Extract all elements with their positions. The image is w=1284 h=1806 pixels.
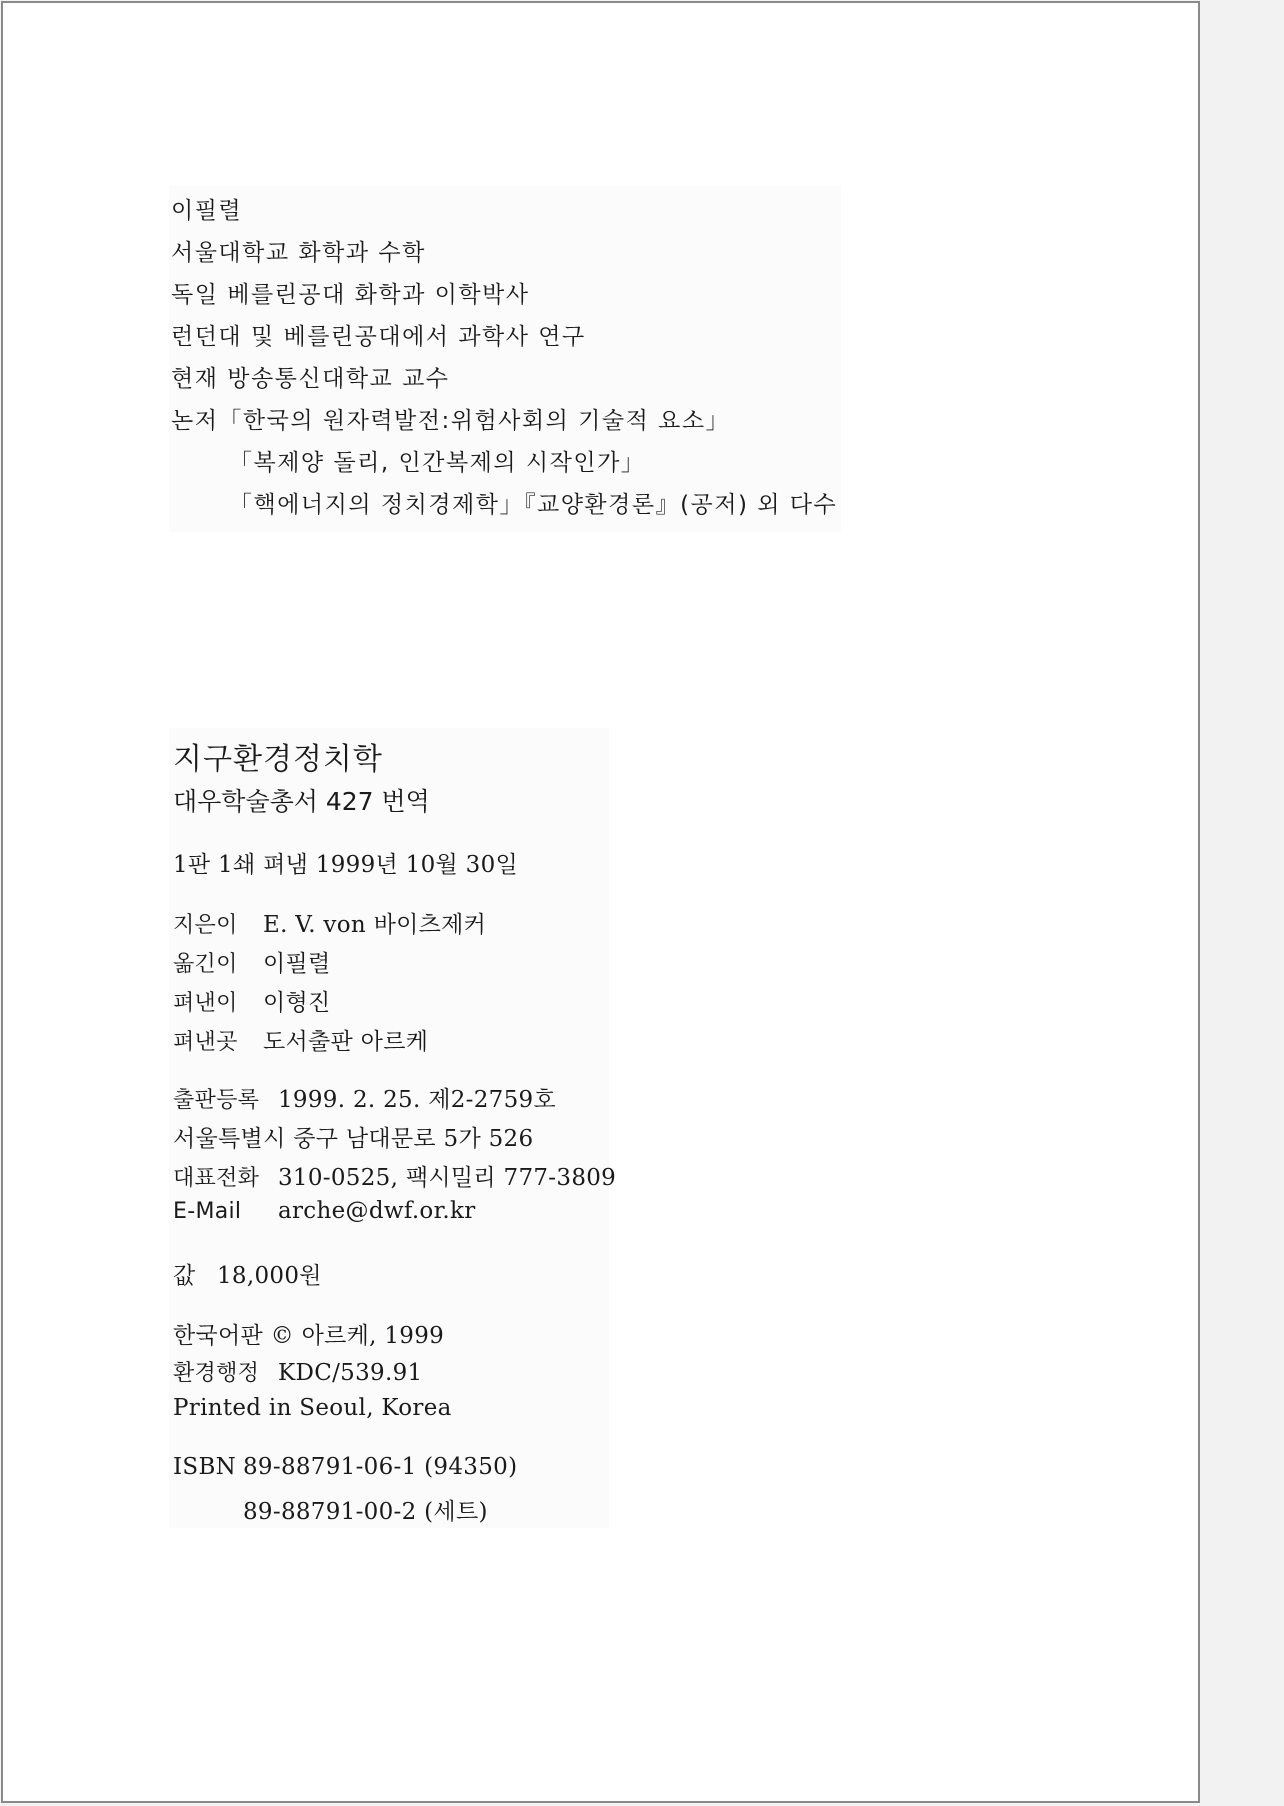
phone-line [173, 1159, 616, 1192]
bio-line: 런던대 및 베를린공대에서 과학사 연구 [171, 324, 586, 350]
email-value: arche@dwf.or.kr [278, 1198, 476, 1224]
isbn-line [173, 1493, 488, 1526]
isbn-label: ISBN [173, 1454, 237, 1480]
email-label: E-Mail [173, 1199, 242, 1224]
bio-name: 이필렬 [171, 198, 243, 224]
credit-author [173, 906, 486, 939]
credit-press [173, 1023, 428, 1056]
email-line [173, 1198, 475, 1224]
address-line: 서울특별시 중구 남대문로 5가 526 [173, 1126, 534, 1152]
phone-label: 대표전화 [173, 1166, 260, 1191]
bio-line: 「복제양 돌리, 인간복제의 시작인가」 [229, 450, 646, 476]
colophon [169, 728, 617, 1528]
price-label: 값 [173, 1263, 196, 1289]
isbn-line [173, 1454, 517, 1480]
kdc-value: KDC/539.91 [278, 1360, 423, 1386]
kdc-line [173, 1356, 422, 1387]
price-line [173, 1257, 322, 1290]
bio-line: 현재 방송통신대학교 교수 [171, 366, 450, 392]
translator-bio [169, 186, 841, 532]
credit-publisher [173, 984, 331, 1017]
credit-value: 이형진 [263, 990, 331, 1016]
registration-label: 출판등록 [173, 1088, 260, 1113]
bio-line: 서울대학교 화학과 수학 [171, 240, 426, 266]
price-value: 18,000원 [217, 1263, 322, 1289]
bio-line: 독일 베를린공대 화학과 이학박사 [171, 282, 530, 308]
credit-value: 이필렬 [263, 951, 331, 977]
credit-value: E. V. von 바이츠제커 [263, 912, 487, 938]
phone-value: 310-0525, 팩시밀리 777-3809 [278, 1165, 617, 1191]
credit-translator [173, 945, 331, 978]
credit-label: 펴낸곳 [173, 1030, 238, 1055]
series-line: 대우학술총서 427 번역 [173, 787, 430, 816]
isbn-value: 89-88791-00-2 (세트) [243, 1499, 488, 1525]
isbn-value: 89-88791-06-1 (94350) [243, 1454, 518, 1480]
copyright-line: 한국어판 © 아르케, 1999 [173, 1323, 445, 1349]
credit-label: 지은이 [173, 913, 238, 938]
registration-value: 1999. 2. 25. 제2-2759호 [278, 1087, 556, 1113]
document-page [1, 1, 1200, 1803]
registration-line [173, 1081, 556, 1114]
printed-line: Printed in Seoul, Korea [173, 1395, 452, 1421]
credit-label: 펴낸이 [173, 991, 238, 1016]
credit-value: 도서출판 아르케 [263, 1029, 429, 1055]
bio-line: 「핵에너지의 정치경제학」『교양환경론』(공저) 외 다수 [229, 492, 838, 518]
edition-line: 1판 1쇄 펴냄 1999년 10월 30일 [173, 852, 519, 878]
book-title: 지구환경정치학 [173, 742, 383, 777]
bio-line: 논저「한국의 원자력발전:위험사회의 기술적 요소」 [171, 408, 731, 434]
kdc-label: 환경행정 [173, 1361, 260, 1386]
credit-label: 옮긴이 [173, 952, 238, 977]
